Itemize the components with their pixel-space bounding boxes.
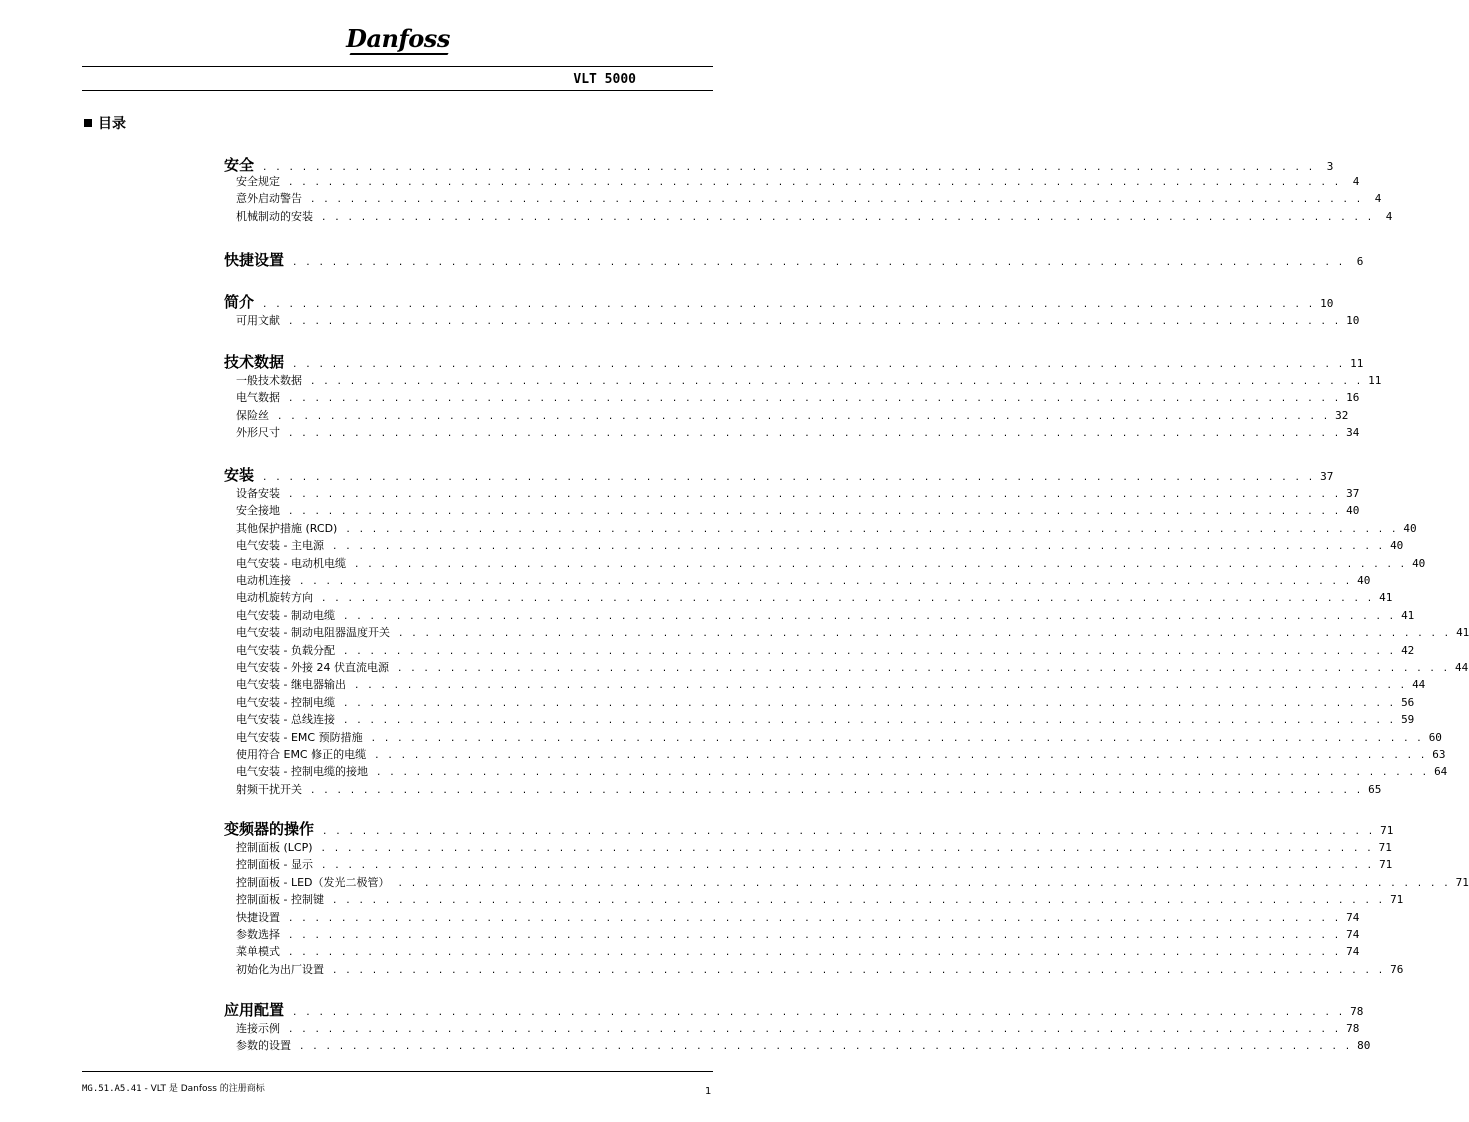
toc-dot-leader: . . . . . . . . . . . . . . . . . . . . . . . . . . . . . . . . . . . . . . . . . . . . . . . . . . . . . . . . . . . . . . . . . . . . . . . . . . . . . . . . xyxy=(262,473,1315,483)
toc-dot-leader: . . . . . . . . . . . . . . . . . . . . . . . . . . . . . . . . . . . . . . . . . . . . . . . . . . . . . . . . . . . . . . . . . . . . . . . . . . . . . . . . xyxy=(288,178,1341,188)
toc-subsection-entry[interactable] xyxy=(236,678,1426,693)
toc-entry-title: 电气安装 - 主电源 xyxy=(236,539,324,553)
footer xyxy=(82,1081,265,1094)
toc-section-entry[interactable] xyxy=(224,353,1364,374)
toc-dot-leader: . . . . . . . . . . . . . . . . . . . . . . . . . . . . . . . . . . . . . . . . . . . . . . . . . . . . . . . . . . . . . . . . . . . . . . . . . . . . . . . . xyxy=(320,844,1373,854)
toc-entry-page: 44 xyxy=(1412,678,1426,692)
toc-subsection-entry[interactable] xyxy=(236,748,1446,763)
toc-dot-leader: . . . . . . . . . . . . . . . . . . . . . . . . . . . . . . . . . . . . . . . . . . . . . . . . . . . . . . . . . . . . . . . . . . . . . . . . . . . . . . . . xyxy=(397,629,1451,640)
toc-subsection-entry[interactable] xyxy=(236,1022,1360,1037)
toc-subsection-entry[interactable] xyxy=(236,730,1442,746)
toc-dot-leader: . . . . . . . . . . . . . . . . . . . . . . . . . . . . . . . . . . . . . . . . . . . . . . . . . . . . . . . . . . . . . . . . . . . . . . . . . . . . . . . . xyxy=(288,948,1341,959)
toc-subsection-entry[interactable] xyxy=(236,374,1382,389)
toc-entry-title: 应用配置 xyxy=(224,1001,285,1019)
toc-entry-page: 74 xyxy=(1346,910,1360,924)
toc-entry-title: 电气安装 - 电动机电缆 xyxy=(236,556,346,570)
toc-dot-leader: . . . . . . . . . . . . . . . . . . . . . . . . . . . . . . . . . . . . . . . . . . . . . . . . . . . . . . . . . . . . . . . . . . . . . . . . . . . . . . . . xyxy=(331,896,1385,907)
toc-entry-title: 电气安装 - 总线连接 xyxy=(236,713,335,727)
toc-entry-title: 电气安装 - 制动电缆 xyxy=(236,608,335,622)
toc-entry-title: 技术数据 xyxy=(224,353,285,371)
toc-entry-title: 连接示例 xyxy=(236,1022,280,1035)
footer-doc-code: MG.51.A5.41 xyxy=(82,1084,142,1094)
toc-entry-page: 63 xyxy=(1432,748,1446,761)
toc-entry-page: 78 xyxy=(1346,1022,1360,1035)
toc-dot-leader: . . . . . . . . . . . . . . . . . . . . . . . . . . . . . . . . . . . . . . . . . . . . . . . . . . . . . . . . . . . . . . . . . . . . . . . . . . . . . . . . xyxy=(321,212,1374,223)
toc-entry-title: 参数的设置 xyxy=(236,1039,291,1053)
toc-entry-title: 电动机旋转方向 xyxy=(236,591,313,605)
toc-entry-page: 6 xyxy=(1356,255,1364,268)
toc-subsection-entry[interactable] xyxy=(236,521,1417,537)
toc-subsection-entry[interactable] xyxy=(236,713,1415,728)
toc-subsection-entry[interactable] xyxy=(236,426,1360,441)
toc-entry-page: 4 xyxy=(1374,192,1382,206)
toc-entry-page: 71 xyxy=(1378,841,1392,854)
toc-dot-leader: . . . . . . . . . . . . . . . . . . . . . . . . . . . . . . . . . . . . . . . . . . . . . . . . . . . . . . . . . . . . . . . . . . . . . . . . . . . . . . . . xyxy=(288,507,1341,518)
toc-subsection-entry[interactable] xyxy=(236,574,1371,589)
model-name: VLT 5000 xyxy=(573,72,636,87)
toc-subsection-entry[interactable] xyxy=(236,175,1360,190)
toc-dot-leader: . . . . . . . . . . . . . . . . . . . . . . . . . . . . . . . . . . . . . . . . . . . . . . . . . . . . . . . . . . . . . . . . . . . . . . . . . . . . . . . . xyxy=(370,733,1423,744)
toc-entry-title: 初始化为出厂设置 xyxy=(236,962,324,976)
toc-dot-leader: . . . . . . . . . . . . . . . . . . . . . . . . . . . . . . . . . . . . . . . . . . . . . . . . . . . . . . . . . . . . . . . . . . . . . . . . . . . . . . . . xyxy=(288,394,1341,405)
toc-dot-leader: . . . . . . . . . . . . . . . . . . . . . . . . . . . . . . . . . . . . . . . . . . . . . . . . . . . . . . . . . . . . . . . . . . . . . . . . . . . . . . . . xyxy=(292,360,1345,370)
toc-subsection-entry[interactable] xyxy=(236,391,1360,406)
toc-entry-page: 56 xyxy=(1401,695,1415,709)
toc-section-entry[interactable] xyxy=(224,293,1334,314)
toc-dot-leader: . . . . . . . . . . . . . . . . . . . . . . . . . . . . . . . . . . . . . . . . . . . . . . . . . . . . . . . . . . . . . . . . . . . . . . . . . . . . . . . . xyxy=(310,377,1363,387)
toc-entry-title: 保险丝 xyxy=(236,408,269,422)
toc-entry-title: 安全规定 xyxy=(236,175,280,188)
toc-dot-leader: . . . . . . . . . . . . . . . . . . . . . . . . . . . . . . . . . . . . . . . . . . . . . . . . . . . . . . . . . . . . . . . . . . . . . . . . . . . . . . . . xyxy=(277,411,1330,422)
toc-entry-title: 控制面板 - LED（发光二极管） xyxy=(236,875,390,889)
toc-subsection-entry[interactable] xyxy=(236,765,1448,780)
toc-entry-page: 59 xyxy=(1401,713,1415,727)
toc-dot-leader: . . . . . . . . . . . . . . . . . . . . . . . . . . . . . . . . . . . . . . . . . . . . . . . . . . . . . . . . . . . . . . . . . . . . . . . . . . . . . . . . xyxy=(342,716,1396,727)
toc-dot-leader: . . . . . . . . . . . . . . . . . . . . . . . . . . . . . . . . . . . . . . . . . . . . . . . . . . . . . . . . . . . . . . . . . . . . . . . . . . . . . . . . xyxy=(321,594,1374,605)
toc-subsection-entry[interactable] xyxy=(236,893,1404,908)
toc-entry-page: 10 xyxy=(1346,314,1360,327)
toc-dot-leader: . . . . . . . . . . . . . . . . . . . . . . . . . . . . . . . . . . . . . . . . . . . . . . . . . . . . . . . . . . . . . . . . . . . . . . . . . . . . . . . . xyxy=(288,317,1341,327)
toc-entry-page: 65 xyxy=(1368,782,1382,796)
page-heading-text: 目录 xyxy=(98,116,126,132)
table-of-contents xyxy=(224,0,1469,1060)
toc-entry-title: 电气安装 - 控制电缆 xyxy=(236,695,335,709)
toc-entry-page: 41 xyxy=(1379,591,1393,605)
toc-entry-page: 71 xyxy=(1455,875,1469,889)
toc-subsection-entry[interactable] xyxy=(236,928,1360,943)
toc-subsection-entry[interactable] xyxy=(236,314,1360,329)
page-heading xyxy=(84,113,126,133)
toc-entry-page: 40 xyxy=(1357,574,1371,587)
toc-entry-page: 71 xyxy=(1379,858,1393,872)
toc-subsection-entry[interactable] xyxy=(236,643,1415,659)
toc-entry-title: 简介 xyxy=(224,293,255,311)
toc-entry-page: 40 xyxy=(1390,539,1404,553)
toc-dot-leader: . . . . . . . . . . . . . . . . . . . . . . . . . . . . . . . . . . . . . . . . . . . . . . . . . . . . . . . . . . . . . . . . . . . . . . . . . . . . . . . . xyxy=(299,577,1352,587)
toc-dot-leader: . . . . . . . . . . . . . . . . . . . . . . . . . . . . . . . . . . . . . . . . . . . . . . . . . . . . . . . . . . . . . . . . . . . . . . . . . . . . . . . . xyxy=(299,1042,1352,1053)
toc-subsection-entry[interactable] xyxy=(236,858,1393,873)
toc-section-entry[interactable] xyxy=(224,251,1364,272)
toc-section-entry[interactable] xyxy=(224,1001,1364,1022)
toc-entry-page: 32 xyxy=(1335,408,1349,422)
toc-entry-title: 电气安装 - 继电器输出 xyxy=(236,678,346,692)
toc-entry-page: 80 xyxy=(1357,1039,1371,1053)
toc-entry-title: 机械制动的安装 xyxy=(236,209,313,223)
toc-entry-title: 外形尺寸 xyxy=(236,426,280,440)
toc-entry-page: 16 xyxy=(1346,391,1360,405)
toc-subsection-entry[interactable] xyxy=(236,556,1426,572)
toc-entry-page: 4 xyxy=(1385,209,1393,223)
toc-dot-leader: . . . . . . . . . . . . . . . . . . . . . . . . . . . . . . . . . . . . . . . . . . . . . . . . . . . . . . . . . . . . . . . . . . . . . . . . . . . . . . . . xyxy=(288,913,1341,924)
toc-subsection-entry[interactable] xyxy=(236,695,1415,711)
toc-entry-title: 变频器的操作 xyxy=(224,820,315,838)
toc-entry-title: 射频干扰开关 xyxy=(236,782,302,796)
toc-entry-page: 60 xyxy=(1428,730,1442,744)
toc-dot-leader: . . . . . . . . . . . . . . . . . . . . . . . . . . . . . . . . . . . . . . . . . . . . . . . . . . . . . . . . . . . . . . . . . . . . . . . . . . . . . . . . xyxy=(310,195,1363,206)
toc-subsection-entry[interactable] xyxy=(236,608,1415,624)
toc-entry-page: 11 xyxy=(1350,357,1364,370)
toc-dot-leader: . . . . . . . . . . . . . . . . . . . . . . . . . . . . . . . . . . . . . . . . . . . . . . . . . . . . . . . . . . . . . . . . . . . . . . . . . . . . . . . . xyxy=(332,965,1385,976)
toc-dot-leader: . . . . . . . . . . . . . . . . . . . . . . . . . . . . . . . . . . . . . . . . . . . . . . . . . . . . . . . . . . . . . . . . . . . . . . . . . . . . . . . . xyxy=(262,163,1315,173)
toc-dot-leader: . . . . . . . . . . . . . . . . . . . . . . . . . . . . . . . . . . . . . . . . . . . . . . . . . . . . . . . . . . . . . . . . . . . . . . . . . . . . . . . . xyxy=(397,878,1450,889)
toc-entry-page: 34 xyxy=(1346,426,1360,440)
toc-entry-title: 控制面板 - 显示 xyxy=(236,858,313,872)
toc-entry-page: 76 xyxy=(1390,962,1404,976)
toc-subsection-entry[interactable] xyxy=(236,841,1392,856)
toc-entry-title: 一般技术数据 xyxy=(236,374,302,387)
toc-subsection-entry[interactable] xyxy=(236,661,1469,676)
toc-entry-page: 74 xyxy=(1346,945,1360,959)
toc-entry-page: 78 xyxy=(1350,1005,1364,1018)
toc-entry-title: 电动机连接 xyxy=(236,574,291,587)
toc-dot-leader: . . . . . . . . . . . . . . . . . . . . . . . . . . . . . . . . . . . . . . . . . . . . . . . . . . . . . . . . . . . . . . . . . . . . . . . . . . . . . . . . xyxy=(288,429,1341,440)
toc-subsection-entry[interactable] xyxy=(236,1039,1371,1054)
toc-subsection-entry[interactable] xyxy=(236,945,1360,960)
toc-dot-leader: . . . . . . . . . . . . . . . . . . . . . . . . . . . . . . . . . . . . . . . . . . . . . . . . . . . . . . . . . . . . . . . . . . . . . . . . . . . . . . . . xyxy=(288,931,1341,941)
toc-entry-title: 电气数据 xyxy=(236,391,280,405)
toc-entry-title: 菜单模式 xyxy=(236,945,280,959)
toc-entry-title: 其他保护措施 (RCD) xyxy=(236,521,338,535)
toc-entry-title: 设备安装 xyxy=(236,487,280,500)
toc-dot-leader: . . . . . . . . . . . . . . . . . . . . . . . . . . . . . . . . . . . . . . . . . . . . . . . . . . . . . . . . . . . . . . . . . . . . . . . . . . . . . . . . xyxy=(262,300,1315,310)
logo-text: Danfoss xyxy=(346,24,450,53)
toc-subsection-entry[interactable] xyxy=(236,209,1393,225)
toc-subsection-entry[interactable] xyxy=(236,539,1404,554)
toc-entry-page: 40 xyxy=(1403,521,1417,535)
toc-entry-page: 4 xyxy=(1352,175,1360,188)
toc-entry-page: 64 xyxy=(1434,765,1448,779)
toc-entry-title: 安全 xyxy=(224,156,255,174)
toc-entry-page: 37 xyxy=(1320,470,1334,483)
toc-subsection-entry[interactable] xyxy=(236,408,1349,424)
toc-entry-page: 10 xyxy=(1320,297,1334,310)
toc-entry-page: 42 xyxy=(1401,643,1415,657)
toc-entry-page: 3 xyxy=(1326,160,1334,173)
toc-entry-page: 71 xyxy=(1380,824,1394,837)
toc-dot-leader: . . . . . . . . . . . . . . . . . . . . . . . . . . . . . . . . . . . . . . . . . . . . . . . . . . . . . . . . . . . . . . . . . . . . . . . . . . . . . . . . xyxy=(288,1025,1341,1035)
toc-section-entry[interactable] xyxy=(224,156,1334,177)
toc-entry-title: 使用符合 EMC 修正的电缆 xyxy=(236,748,367,761)
toc-dot-leader: . . . . . . . . . . . . . . . . . . . . . . . . . . . . . . . . . . . . . . . . . . . . . . . . . . . . . . . . . . . . . . . . . . . . . . . . . . . . . . . . xyxy=(375,768,1429,779)
toc-entry-title: 可用文献 xyxy=(236,314,280,327)
toc-dot-leader: . . . . . . . . . . . . . . . . . . . . . . . . . . . . . . . . . . . . . . . . . . . . . . . . . . . . . . . . . . . . . . . . . . . . . . . . . . . . . . . . xyxy=(322,827,1375,837)
toc-dot-leader: . . . . . . . . . . . . . . . . . . . . . . . . . . . . . . . . . . . . . . . . . . . . . . . . . . . . . . . . . . . . . . . . . . . . . . . . . . . . . . . . xyxy=(353,681,1407,692)
toc-entry-title: 意外启动警告 xyxy=(236,192,302,206)
toc-entry-title: 电气安装 - EMC 预防措施 xyxy=(236,730,363,744)
toc-entry-title: 电气安装 - 控制电缆的接地 xyxy=(236,765,368,779)
toc-dot-leader: . . . . . . . . . . . . . . . . . . . . . . . . . . . . . . . . . . . . . . . . . . . . . . . . . . . . . . . . . . . . . . . . . . . . . . . . . . . . . . . . xyxy=(342,611,1396,622)
toc-dot-leader: . . . . . . . . . . . . . . . . . . . . . . . . . . . . . . . . . . . . . . . . . . . . . . . . . . . . . . . . . . . . . . . . . . . . . . . . . . . . . . . . xyxy=(292,258,1345,268)
toc-entry-title: 快捷设置 xyxy=(224,251,285,269)
toc-entry-page: 44 xyxy=(1455,661,1469,674)
toc-dot-leader: . . . . . . . . . . . . . . . . . . . . . . . . . . . . . . . . . . . . . . . . . . . . . . . . . . . . . . . . . . . . . . . . . . . . . . . . . . . . . . . . xyxy=(353,559,1407,570)
toc-section-entry[interactable] xyxy=(224,820,1394,841)
toc-dot-leader: . . . . . . . . . . . . . . . . . . . . . . . . . . . . . . . . . . . . . . . . . . . . . . . . . . . . . . . . . . . . . . . . . . . . . . . . . . . . . . . . xyxy=(288,490,1341,500)
toc-entry-title: 电气安装 - 负载分配 xyxy=(236,643,335,657)
toc-entry-page: 37 xyxy=(1346,487,1360,500)
toc-entry-page: 71 xyxy=(1390,893,1404,907)
toc-subsection-entry[interactable] xyxy=(236,487,1360,502)
toc-subsection-entry[interactable] xyxy=(236,875,1469,891)
toc-subsection-entry[interactable] xyxy=(236,910,1360,926)
toc-entry-title: 快捷设置 xyxy=(236,910,280,924)
toc-dot-leader: . . . . . . . . . . . . . . . . . . . . . . . . . . . . . . . . . . . . . . . . . . . . . . . . . . . . . . . . . . . . . . . . . . . . . . . . . . . . . . . . xyxy=(396,664,1450,674)
toc-subsection-entry[interactable] xyxy=(236,626,1469,641)
toc-dot-leader: . . . . . . . . . . . . . . . . . . . . . . . . . . . . . . . . . . . . . . . . . . . . . . . . . . . . . . . . . . . . . . . . . . . . . . . . . . . . . . . . xyxy=(320,861,1374,872)
toc-entry-title: 控制面板 (LCP) xyxy=(236,841,313,854)
toc-dot-leader: . . . . . . . . . . . . . . . . . . . . . . . . . . . . . . . . . . . . . . . . . . . . . . . . . . . . . . . . . . . . . . . . . . . . . . . . . . . . . . . . xyxy=(331,542,1385,553)
toc-entry-title: 电气安装 - 制动电阻器温度开关 xyxy=(236,626,390,640)
toc-entry-title: 电气安装 - 外接 24 伏直流电源 xyxy=(236,661,389,674)
toc-entry-title: 安全接地 xyxy=(236,504,280,518)
toc-section-entry[interactable] xyxy=(224,466,1334,487)
toc-subsection-entry[interactable] xyxy=(236,962,1404,978)
toc-subsection-entry[interactable] xyxy=(236,504,1360,519)
toc-subsection-entry[interactable] xyxy=(236,192,1382,207)
toc-dot-leader: . . . . . . . . . . . . . . . . . . . . . . . . . . . . . . . . . . . . . . . . . . . . . . . . . . . . . . . . . . . . . . . . . . . . . . . . . . . . . . . . xyxy=(374,751,1427,761)
toc-dot-leader: . . . . . . . . . . . . . . . . . . . . . . . . . . . . . . . . . . . . . . . . . . . . . . . . . . . . . . . . . . . . . . . . . . . . . . . . . . . . . . . . xyxy=(310,785,1363,796)
toc-dot-leader: . . . . . . . . . . . . . . . . . . . . . . . . . . . . . . . . . . . . . . . . . . . . . . . . . . . . . . . . . . . . . . . . . . . . . . . . . . . . . . . . xyxy=(342,698,1396,709)
toc-entry-title: 安装 xyxy=(224,466,255,484)
toc-subsection-entry[interactable] xyxy=(236,591,1393,606)
toc-entry-page: 74 xyxy=(1346,928,1360,941)
toc-entry-page: 40 xyxy=(1346,504,1360,518)
toc-entry-page: 40 xyxy=(1412,556,1426,570)
toc-entry-page: 41 xyxy=(1401,608,1415,622)
page-number: 1 xyxy=(705,1086,712,1097)
toc-entry-page: 11 xyxy=(1368,374,1382,387)
toc-entry-title: 控制面板 - 控制键 xyxy=(236,893,324,907)
footer-trademark-note: - VLT 是 Danfoss 的注册商标 xyxy=(141,1084,265,1094)
toc-subsection-entry[interactable] xyxy=(236,782,1382,798)
toc-entry-title: 参数选择 xyxy=(236,928,280,941)
bullet-square-icon xyxy=(84,119,92,127)
toc-dot-leader: . . . . . . . . . . . . . . . . . . . . . . . . . . . . . . . . . . . . . . . . . . . . . . . . . . . . . . . . . . . . . . . . . . . . . . . . . . . . . . . . xyxy=(345,524,1398,535)
toc-dot-leader: . . . . . . . . . . . . . . . . . . . . . . . . . . . . . . . . . . . . . . . . . . . . . . . . . . . . . . . . . . . . . . . . . . . . . . . . . . . . . . . . xyxy=(292,1008,1345,1018)
toc-entry-page: 41 xyxy=(1456,626,1469,640)
footer-rule xyxy=(82,1071,713,1072)
toc-dot-leader: . . . . . . . . . . . . . . . . . . . . . . . . . . . . . . . . . . . . . . . . . . . . . . . . . . . . . . . . . . . . . . . . . . . . . . . . . . . . . . . . xyxy=(342,646,1396,657)
